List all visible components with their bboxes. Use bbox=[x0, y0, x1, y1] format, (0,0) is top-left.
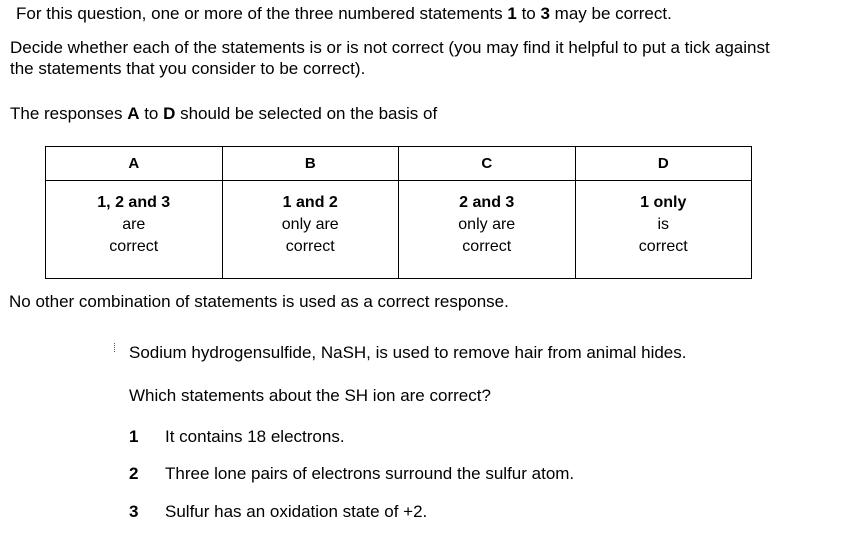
question-ask: Which statements about the SH ion are correct? bbox=[129, 386, 491, 405]
instruction-line-4 bbox=[10, 104, 437, 124]
cell-d bbox=[575, 181, 752, 279]
header-b: B bbox=[222, 147, 399, 181]
table-header-row bbox=[46, 147, 752, 181]
header-a: A bbox=[46, 147, 223, 181]
instruction-line-1 bbox=[16, 4, 672, 24]
cell-line: are bbox=[122, 216, 146, 233]
cell-line: only are bbox=[281, 216, 339, 233]
statement-text: It contains 18 electrons. bbox=[165, 427, 345, 446]
cell-a bbox=[46, 181, 223, 279]
question-stem: Sodium hydrogensulfide, NaSH, is used to remove hair from animal hides. bbox=[129, 343, 687, 362]
instruction-text: For this question, one or more of the three numbered statements bbox=[16, 4, 508, 23]
cell-line: 2 and 3 bbox=[459, 194, 515, 211]
instruction-text: should be selected on the basis of bbox=[175, 104, 438, 123]
instruction-text: to bbox=[139, 104, 164, 123]
response-key-table bbox=[45, 146, 752, 279]
statement-number: 2 bbox=[129, 464, 139, 483]
text-anchor-marker bbox=[114, 343, 117, 352]
cell-line: 1, 2 and 3 bbox=[97, 194, 171, 211]
cell-c bbox=[399, 181, 576, 279]
statement-text: Sulfur has an oxidation state of +2. bbox=[165, 502, 428, 521]
combination-note: No other combination of statements is used as a correct response. bbox=[9, 292, 509, 311]
cell-line: only are bbox=[458, 216, 516, 233]
instruction-line-2: Decide whether each of the statements is or is not correct (you may find it helpful to put a tick against bbox=[10, 38, 770, 57]
instruction-text: may be correct. bbox=[549, 4, 672, 23]
cell-line: correct bbox=[109, 238, 159, 255]
response-start-bold: A bbox=[127, 104, 140, 123]
header-c: C bbox=[399, 147, 576, 181]
instruction-text: The responses bbox=[10, 104, 128, 123]
response-end-bold: D bbox=[163, 104, 176, 123]
statement-start-bold: 1 bbox=[507, 4, 517, 23]
statement-end-bold: 3 bbox=[540, 4, 550, 23]
table-row bbox=[46, 181, 752, 279]
cell-line: 1 only bbox=[640, 194, 687, 211]
instruction-line-3: the statements that you consider to be correct). bbox=[10, 59, 366, 78]
cell-line: correct bbox=[462, 238, 512, 255]
cell-line: is bbox=[657, 216, 670, 233]
instruction-text: to bbox=[516, 4, 541, 23]
cell-line: correct bbox=[638, 238, 688, 255]
header-d: D bbox=[575, 147, 752, 181]
cell-line: 1 and 2 bbox=[282, 194, 338, 211]
statement-number: 1 bbox=[129, 427, 139, 446]
statement-number: 3 bbox=[129, 502, 139, 521]
cell-b bbox=[222, 181, 399, 279]
cell-line: correct bbox=[285, 238, 335, 255]
statement-text: Three lone pairs of electrons surround the sulfur atom. bbox=[165, 464, 575, 483]
